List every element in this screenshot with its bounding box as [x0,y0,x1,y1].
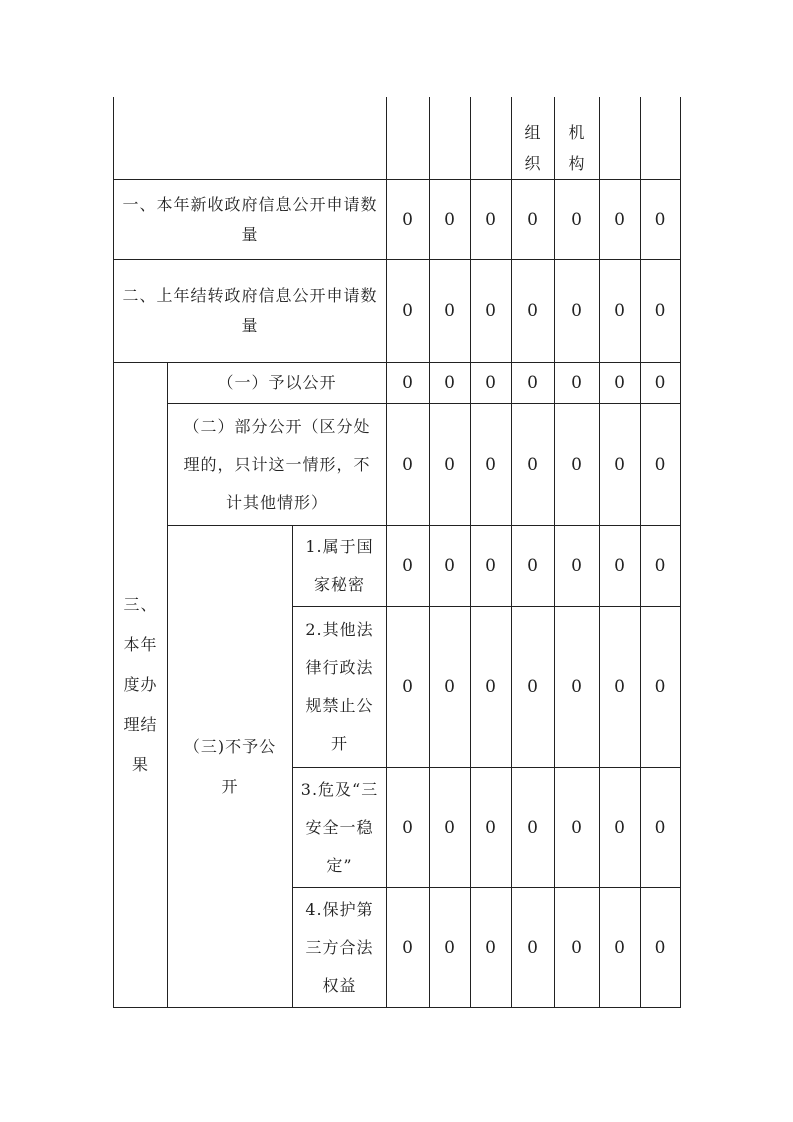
value-cell: 0 [600,363,641,404]
row-label-carried-requests [114,260,387,363]
value-cell: 0 [600,526,641,607]
value-cell: 0 [555,607,600,768]
value-cell: 0 [555,888,600,1008]
table-row [114,526,681,607]
sub-item-label [293,768,387,888]
row-label-text: （三)不予公开 [183,736,277,796]
value-cell: 0 [512,768,555,888]
value-cell: 0 [471,363,512,404]
section-3-label [114,363,168,1008]
value-cell: 0 [555,404,600,526]
value-cell: 0 [471,607,512,768]
table-row [114,404,681,526]
value-cell: 0 [641,363,681,404]
row-label-partial-disclosure [168,404,387,526]
value-cell: 0 [512,888,555,1008]
value-cell: 0 [600,180,641,260]
value-cell: 0 [471,404,512,526]
section-3-label-text: 三、本年度办理结果 [123,595,158,774]
value-cell: 0 [600,768,641,888]
header-col-4 [512,97,555,180]
row-label-full-disclosure: （一）予以公开 [168,363,387,404]
value-cell: 0 [555,526,600,607]
row-label-new-requests [114,180,387,260]
value-cell: 0 [641,526,681,607]
header-col-5-char: 机 [568,123,586,142]
header-col-7 [641,97,681,180]
value-cell: 0 [512,180,555,260]
sub-item-label-text: 1.属于国家秘密 [305,537,374,594]
value-cell: 0 [641,180,681,260]
table-row [114,180,681,260]
header-row [114,97,681,180]
header-col-4-char: 组 [524,123,542,142]
header-col-2 [430,97,471,180]
row-label-text: 二、上年结转政府信息公开申请数量 [122,286,378,335]
value-cell: 0 [387,526,430,607]
value-cell: 0 [512,260,555,363]
value-cell: 0 [471,888,512,1008]
sub-item-label-text: 3.危及“三安全一稳定” [300,779,379,875]
table-row [114,363,681,404]
value-cell: 0 [430,526,471,607]
header-col-3 [471,97,512,180]
value-cell: 0 [555,768,600,888]
value-cell: 0 [471,768,512,888]
value-cell: 0 [387,607,430,768]
value-cell: 0 [512,526,555,607]
disclosure-table [113,97,681,1008]
value-cell: 0 [430,180,471,260]
header-col-5-char: 构 [568,154,586,173]
header-col-5 [555,97,600,180]
value-cell: 0 [512,363,555,404]
value-cell: 0 [600,260,641,363]
row-label-no-disclosure [168,526,293,1008]
table-row [114,260,681,363]
header-col-1 [387,97,430,180]
sub-item-label [293,888,387,1008]
value-cell: 0 [555,180,600,260]
value-cell: 0 [387,888,430,1008]
header-col-6 [600,97,641,180]
value-cell: 0 [600,404,641,526]
value-cell: 0 [387,363,430,404]
value-cell: 0 [555,260,600,363]
value-cell: 0 [512,404,555,526]
sub-item-label-text: 2.其他法律行政法规禁止公开 [305,620,374,753]
value-cell: 0 [471,260,512,363]
value-cell: 0 [641,768,681,888]
header-col-4-char: 织 [524,154,542,173]
value-cell: 0 [600,888,641,1008]
value-cell: 0 [387,404,430,526]
value-cell: 0 [430,768,471,888]
value-cell: 0 [387,180,430,260]
value-cell: 0 [430,260,471,363]
value-cell: 0 [430,404,471,526]
value-cell: 0 [641,404,681,526]
value-cell: 0 [471,180,512,260]
value-cell: 0 [600,607,641,768]
value-cell: 0 [430,607,471,768]
value-cell: 0 [387,768,430,888]
value-cell: 0 [471,526,512,607]
sub-item-label [293,607,387,768]
sub-item-label [293,526,387,607]
header-stub-cell [114,97,387,180]
value-cell: 0 [641,260,681,363]
value-cell: 0 [387,260,430,363]
value-cell: 0 [641,607,681,768]
value-cell: 0 [512,607,555,768]
value-cell: 0 [430,888,471,1008]
row-label-text: 一、本年新收政府信息公开申请数量 [122,194,378,244]
value-cell: 0 [430,363,471,404]
value-cell: 0 [555,363,600,404]
value-cell: 0 [641,888,681,1008]
row-label-text: （二）部分公开（区分处理的，只计这一情形，不计其他情形） [183,416,371,512]
sub-item-label-text: 4.保护第三方合法权益 [305,899,374,995]
